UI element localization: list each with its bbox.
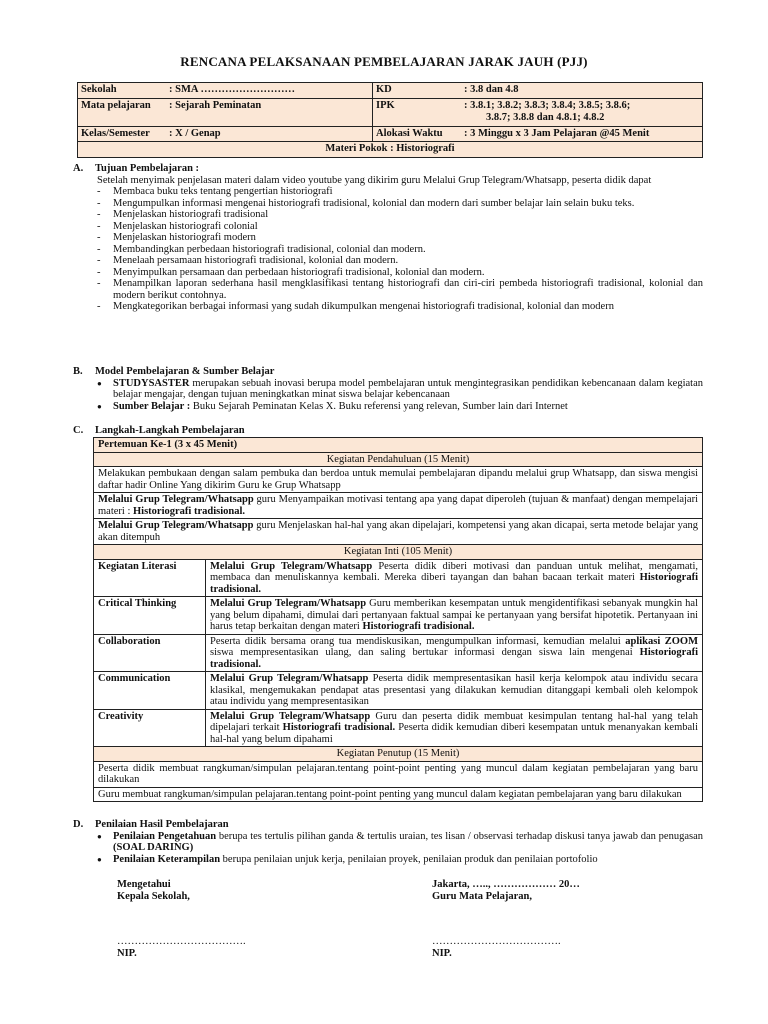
kd-cell: [373, 83, 703, 99]
signature-left-line: ……………………………….: [117, 936, 246, 947]
table-row: [94, 672, 703, 710]
identity-table: [77, 82, 703, 158]
table-row: Melalui Grup Telegram/Whatsapp guru Menyampaikan motivasi tentang apa yang dapat diperoleh (tujuan & manfaat) dengan mempelajari materi : Historiografi tradisional.: [94, 493, 703, 519]
section-d-heading: D. Penilaian Hasil Pembelajaran: [73, 819, 229, 830]
activity-text: Melalui Grup Telegram/Whatsapp Peserta didik mempresentasikan hasil kerja kelompok atau individu secara klasikal, mengemukakan pendapat atas presentasi yang dilakukan kemudian ditanggapi kembali oleh kelompok atau individu yang mempresentasikan: [206, 672, 703, 710]
list-item: ● Penilaian Keterampilan berupa penilaian unjuk kerja, penilaian proyek, penilaian produk dan penilaian portofolio: [97, 854, 703, 866]
activity-label: Creativity: [94, 709, 206, 747]
sekolah-value: : SMA ………………………: [169, 84, 295, 95]
mapel-label: Mata pelajaran: [81, 99, 151, 111]
kd-value: : 3.8 dan 4.8: [464, 84, 519, 95]
sekolah-cell: [78, 83, 373, 99]
table-row: Melalui Grup Telegram/Whatsapp guru Menjelaskan hal-hal yang akan dipelajari, kompetensi yang akan dicapai, serta metode belajar yang akan ditempuh: [94, 519, 703, 545]
activity-label: Collaboration: [94, 634, 206, 672]
inti-title: Kegiatan Inti (105 Menit): [94, 545, 703, 560]
list-item: ● STUDYSASTER merupakan sebuah inovasi berupa model pembelajaran untuk mengintegrasikan pendidikan kebencanaan dalam kegiatan belajar mengajar, dengan tujuan meningkatkan minat siswa belajar kebencanaan: [97, 378, 703, 401]
section-a-heading: A. Tujuan Pembelajaran :: [73, 163, 200, 174]
model-list: [73, 378, 703, 413]
list-item: - Menjelaskan historiografi colonial: [97, 221, 703, 233]
signature-right-role: Guru Mata Pelajaran,: [432, 891, 533, 902]
list-item: - Menjelaskan historiografi tradisional: [97, 209, 703, 221]
kelas-value: : X / Genap: [169, 127, 221, 139]
activity-label: Communication: [94, 672, 206, 710]
section-b: [73, 366, 703, 412]
ipk-label: IPK: [376, 99, 395, 111]
list-item: - Menyimpulkan persamaan dan perbedaan historiografi tradisional, kolonial dan modern.: [97, 267, 703, 279]
kelas-label: Kelas/Semester: [81, 127, 150, 139]
list-item: - Mengkategorikan berbagai informasi yang sudah dikumpulkan mengenai historiografi tradisional, kolonial dan modern: [97, 301, 703, 313]
signature-right-nip: NIP.: [432, 948, 452, 959]
kd-label: KD: [376, 84, 392, 95]
ipk-value-1: : 3.8.1; 3.8.2; 3.8.3; 3.8.4; 3.8.5; 3.8.6;: [464, 99, 631, 111]
alokasi-cell: [373, 126, 703, 142]
kelas-cell: [78, 126, 373, 142]
activity-label: Kegiatan Literasi: [94, 559, 206, 597]
ipk-cell: [373, 98, 703, 126]
alokasi-label: Alokasi Waktu: [376, 127, 443, 139]
signature-left-nip: NIP.: [117, 948, 137, 959]
pendahuluan-title: Kegiatan Pendahuluan (15 Menit): [94, 452, 703, 467]
list-item: - Membandingkan perbedaan historiografi tradisional, colonial dan modern.: [97, 244, 703, 256]
activity-label: Critical Thinking: [94, 597, 206, 635]
list-item: - Menelaah persamaan historiografi tradisional, kolonial dan modern.: [97, 255, 703, 267]
table-row: [94, 597, 703, 635]
signature-right-date: Jakarta, ….., ……………… 20…: [432, 879, 580, 890]
signature-right: [432, 879, 580, 960]
objectives-list: [73, 186, 703, 313]
mapel-value: : Sejarah Peminatan: [169, 99, 262, 111]
signature-left: [117, 879, 246, 960]
signature-right-line: ……………………………….: [432, 936, 561, 947]
section-b-heading: B. Model Pembelajaran & Sumber Belajar: [73, 366, 275, 377]
list-item: - Menampilkan laporan sederhana hasil mengklasifikasi tentang historiografi dan ciri-ciri pembeda historiografi tradisional, kolonial dan modern berikut contohnya.: [97, 278, 703, 301]
activity-text: Peserta didik bersama orang tua mendiskusikan, mengumpulkan informasi, kemudian melalui aplikasi ZOOM siswa mempresentasikan ulang, dan saling bertukar informasi dengan siswa lain mengenai Historiografi tradisional.: [206, 634, 703, 672]
ipk-value-2: 3.8.7; 3.8.8 dan 4.8.1; 4.8.2: [486, 112, 605, 123]
meeting-title: Pertemuan Ke-1 (3 x 45 Menit): [94, 438, 703, 453]
assessment-list: [73, 831, 703, 866]
penutup-title: Kegiatan Penutup (15 Menit): [94, 747, 703, 762]
sekolah-label: Sekolah: [81, 84, 117, 95]
table-row: Guru membuat rangkuman/simpulan pelajaran.tentang point-point penting yang muncul dalam kegiatan pembelajaran yang baru dilakukan: [94, 787, 703, 802]
table-row: [94, 634, 703, 672]
activity-text: Melalui Grup Telegram/Whatsapp Guru memberikan kesempatan untuk mengidentifikasi sebanyak mungkin hal yang belum dipahami, dimulai dari pertanyaan faktual sampai ke pertanyaan yang bersifat hipotetik. Pertanyaan ini harus tetap berkaitan dengan materi Historiografi tradisional.: [206, 597, 703, 635]
section-d: [73, 819, 703, 865]
table-row: Peserta didik membuat rangkuman/simpulan pelajaran.tentang point-point penting yang muncul dalam kegiatan pembelajaran yang baru dilakukan: [94, 761, 703, 787]
list-item: - Membaca buku teks tentang pengertian historiografi: [97, 186, 703, 198]
table-row: [94, 709, 703, 747]
section-a: [73, 163, 703, 313]
signature-left-role: Kepala Sekolah,: [117, 891, 190, 902]
list-item: - Mengumpulkan informasi mengenai historiografi tradisional, kolonial dan modern dari sumber belajar lain selain buku teks.: [97, 198, 703, 210]
list-item: ● Sumber Belajar : Buku Sejarah Peminatan Kelas X. Buku referensi yang relevan, Sumber lain dari Internet: [97, 401, 703, 413]
alokasi-value: : 3 Minggu x 3 Jam Pelajaran @45 Menit: [464, 127, 650, 139]
activity-text: Melalui Grup Telegram/Whatsapp Guru dan peserta didik membuat kesimpulan tentang hal-hal yang telah dipelajari terkait Historiografi tradisional. Peserta didik kemudian diberi kesempatan untuk menanyakan kembali hal-hal yang belum dipahami: [206, 709, 703, 747]
mapel-cell: [78, 98, 373, 126]
activity-text: Melalui Grup Telegram/Whatsapp Peserta didik diberi motivasi dan panduan untuk melihat, mengamati, membaca dan menuliskannya kembali. Mereka diberi tayangan dan bahan bacaan terkait materi Historiografi tradisional.: [206, 559, 703, 597]
section-a-intro: Setelah menyimak penjelasan materi dalam video youtube yang dikirim guru Melalui Grup Telegram/Whatsapp, peserta didik dapat: [97, 174, 652, 186]
list-item: - Menjelaskan historiografi modern: [97, 232, 703, 244]
document-title: RENCANA PELAKSANAAN PEMBELAJARAN JARAK JAUH (PJJ): [180, 54, 588, 69]
section-c-heading: C. Langkah-Langkah Pembelajaran: [73, 425, 245, 436]
learning-steps-table: [93, 437, 703, 802]
table-row: Melakukan pembukaan dengan salam pembuka dan berdoa untuk memulai pembelajaran dipandu melalui grup Whatsapp, dan siswa mengisi daftar hadir Online Yang dikirim Guru ke Grup Whatsapp: [94, 467, 703, 493]
materi-pokok: Materi Pokok : Historiografi: [78, 142, 703, 158]
signature-left-title: Mengetahui: [117, 879, 171, 890]
table-row: [94, 559, 703, 597]
list-item: ● Penilaian Pengetahuan berupa tes tertulis pilihan ganda & tertulis uraian, tes lisan / observasi terhadap diskusi tanya jawab dan penugasan (SOAL DARING): [97, 831, 703, 854]
